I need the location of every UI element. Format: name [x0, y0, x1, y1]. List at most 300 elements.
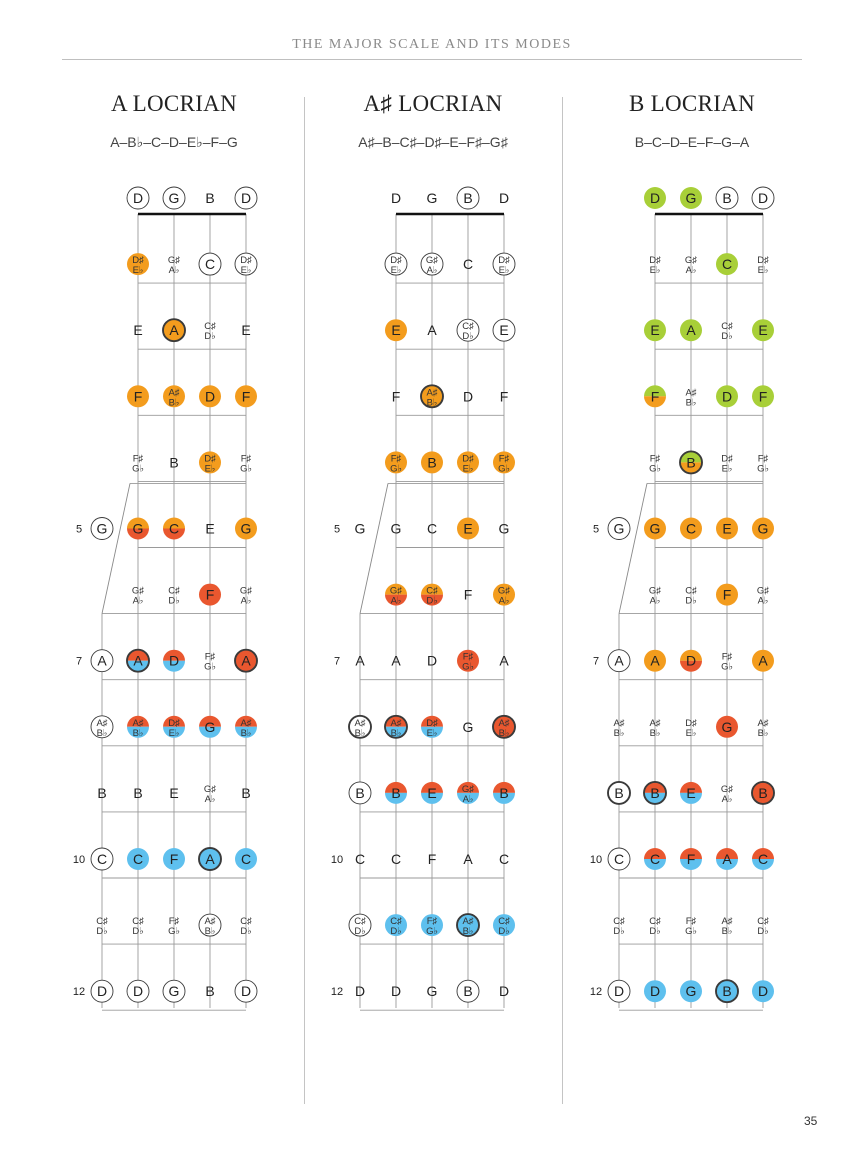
open-string-note: [205, 190, 214, 206]
fret-note: [385, 584, 407, 607]
note-label: F♯: [649, 453, 661, 465]
fifth-string-guide: [360, 483, 388, 613]
fret-note: [721, 453, 733, 474]
note-label: B: [650, 784, 660, 801]
note-label: C♯: [168, 585, 180, 597]
fret-note: [235, 518, 257, 540]
note-label: D♭: [498, 926, 510, 938]
note-label: F: [722, 586, 732, 603]
fret-note: [127, 848, 149, 870]
fret-note: [427, 983, 438, 999]
note-label: G♯: [461, 783, 475, 795]
fret-note: [385, 914, 407, 937]
note-label: F: [650, 388, 660, 405]
fret-note: [385, 253, 407, 276]
fret-note: [757, 586, 769, 607]
note-label: G♭: [240, 463, 252, 475]
note-label: A: [391, 652, 401, 669]
note-label: D♯: [426, 717, 438, 729]
note-label: B♭: [649, 727, 661, 739]
note-label: B♭: [462, 926, 474, 938]
note-label: D♭: [685, 595, 697, 607]
fret-note: [199, 584, 221, 606]
note-label: E♭: [721, 463, 733, 475]
fret-note: [169, 785, 178, 801]
note-label: A♭: [426, 265, 438, 277]
note-label: A♯: [96, 717, 108, 729]
fret-note: [499, 653, 509, 669]
note-label: B♭: [721, 926, 733, 938]
note-label: D♭: [426, 595, 438, 607]
note-label: D: [498, 190, 510, 206]
fret-note: [685, 718, 697, 739]
fret-note: [127, 980, 149, 1002]
note-label: B: [205, 983, 215, 1000]
note-label: G♯: [239, 585, 253, 597]
note-label: D♭: [721, 331, 733, 343]
fret-note: [680, 782, 702, 804]
open-string-note: [457, 187, 479, 209]
note-label: F: [686, 851, 696, 867]
fret-note: [644, 782, 666, 804]
fret-note: [421, 253, 443, 276]
note-label: B: [686, 454, 696, 471]
note-label: G♯: [497, 585, 511, 597]
note-label: A♯: [132, 717, 144, 729]
fifth-string-note: [91, 980, 113, 1002]
note-label: G: [132, 520, 144, 537]
note-label: G: [240, 520, 252, 537]
fret-note: [752, 980, 774, 1002]
note-label: A♯: [168, 387, 180, 399]
note-label: B♭: [685, 397, 697, 409]
fret-note: [127, 253, 149, 276]
note-label: A♭: [498, 595, 510, 607]
note-label: D: [685, 652, 697, 669]
open-string-note: [427, 190, 438, 206]
fret-note: [163, 385, 185, 408]
fret-note: [685, 916, 697, 937]
note-label: D: [96, 983, 108, 1000]
note-label: D: [498, 983, 510, 1000]
note-label: E♭: [132, 265, 144, 277]
note-label: C: [462, 256, 474, 273]
note-label: C: [613, 851, 625, 867]
note-label: A♯: [498, 717, 510, 729]
note-label: G: [204, 718, 216, 735]
note-label: G♯: [425, 255, 439, 267]
fret-note: [240, 586, 252, 607]
fret-note: [649, 718, 660, 739]
open-string-note: [235, 187, 257, 209]
note-label: A♭: [168, 265, 180, 277]
note-label: A♯: [721, 916, 733, 928]
note-label: C♯: [240, 916, 252, 928]
note-label: E♭: [426, 727, 438, 739]
fret-number: 12: [589, 986, 603, 999]
fret-note: [493, 914, 515, 937]
fifth-string-note: [608, 518, 630, 540]
note-label: B: [722, 190, 732, 206]
fret-note: [457, 980, 479, 1002]
note-label: D: [757, 190, 769, 206]
note-label: D♯: [132, 255, 144, 267]
note-label: G♯: [684, 255, 698, 267]
fret-note: [499, 851, 509, 867]
fret-note: [680, 319, 702, 341]
fretboard-diagram: [318, 0, 618, 1030]
note-label: A♭: [240, 595, 252, 607]
fret-note: [457, 914, 479, 937]
fret-note: [391, 851, 401, 867]
note-label: C: [354, 851, 366, 867]
fret-note: [644, 385, 666, 407]
note-label: G♭: [168, 926, 180, 938]
fret-note: [463, 256, 473, 272]
note-label: E♭: [757, 265, 769, 277]
note-label: B♭: [204, 926, 216, 938]
fret-note: [421, 385, 443, 408]
note-label: A: [686, 322, 696, 339]
fret-note: [428, 851, 437, 867]
fret-note: [644, 518, 666, 540]
fret-number: 10: [589, 854, 603, 866]
fret-note: [199, 848, 221, 870]
fret-note: [132, 916, 144, 937]
fret-note: [757, 916, 769, 937]
fret-note: [427, 653, 437, 669]
fret-note: [757, 718, 768, 739]
note-label: A: [241, 652, 251, 669]
note-label: G: [426, 190, 438, 206]
fretboard-diagram: [577, 0, 864, 1030]
fret-note: [752, 782, 774, 804]
note-label: C: [390, 851, 402, 867]
fret-note: [680, 650, 702, 672]
fifth-string-note: [97, 785, 106, 801]
note-label: D♭: [204, 331, 216, 343]
note-label: D: [649, 190, 661, 206]
note-label: C: [649, 851, 661, 867]
note-label: E: [722, 520, 732, 537]
note-label: C♯: [613, 916, 625, 928]
fret-note: [464, 587, 473, 603]
note-label: D♭: [390, 926, 402, 938]
note-label: B♭: [426, 397, 438, 409]
note-label: A♯: [204, 916, 216, 928]
fret-note: [752, 518, 774, 540]
note-label: G♭: [390, 463, 402, 475]
fret-note: [385, 716, 407, 739]
note-label: D♯: [649, 255, 661, 267]
panel-title: A LOCRIAN: [110, 91, 237, 116]
note-label: A♭: [757, 595, 769, 607]
fret-note: [391, 983, 401, 999]
note-label: F♯: [204, 651, 216, 663]
fret-note: [427, 521, 437, 537]
note-label: F: [463, 586, 473, 603]
note-label: D: [132, 190, 144, 206]
note-label: D: [390, 983, 402, 1000]
open-string-note: [644, 187, 666, 209]
fret-note: [644, 848, 666, 870]
fret-note: [493, 451, 515, 474]
fret-note: [421, 716, 443, 739]
note-label: D♯: [757, 255, 769, 267]
fret-note: [199, 914, 221, 937]
note-label: G: [168, 190, 180, 206]
note-label: A♯: [426, 387, 438, 399]
note-label: D♯: [721, 453, 733, 465]
note-label: E♭: [498, 265, 510, 277]
fret-note: [127, 650, 149, 672]
note-label: G♭: [498, 463, 510, 475]
fifth-string-note: [608, 848, 630, 870]
note-label: G: [462, 718, 474, 735]
fretboard-diagram: [60, 0, 360, 1030]
fret-note: [493, 716, 515, 739]
note-label: G♭: [426, 926, 438, 938]
fret-number: 5: [75, 523, 83, 536]
open-string-note: [752, 187, 774, 209]
note-label: C♯: [757, 916, 769, 928]
fret-note: [716, 253, 738, 275]
note-label: C♯: [685, 585, 697, 597]
note-label: G: [721, 718, 733, 735]
fifth-string-note: [91, 716, 113, 739]
note-label: B: [499, 784, 509, 801]
note-label: C: [132, 851, 144, 867]
note-label: D: [168, 652, 180, 669]
note-label: F♯: [132, 453, 144, 465]
note-label: B: [355, 784, 365, 801]
fret-note: [493, 584, 515, 607]
note-label: G♭: [685, 926, 697, 938]
fifth-string-guide: [619, 483, 647, 613]
note-label: B♭: [757, 727, 769, 739]
running-header: THE MAJOR SCALE AND ITS MODES: [292, 37, 572, 52]
fret-note: [721, 652, 733, 673]
fret-note: [493, 319, 515, 341]
note-label: A♭: [721, 793, 733, 805]
note-label: G: [685, 983, 697, 1000]
fret-note: [649, 916, 661, 937]
note-label: C♯: [649, 916, 661, 928]
fret-note: [680, 980, 702, 1002]
note-label: E: [499, 322, 509, 339]
fret-note: [205, 983, 214, 999]
note-label: D: [721, 388, 733, 405]
fret-note: [385, 451, 407, 474]
fret-note: [169, 454, 178, 470]
note-label: D: [240, 190, 252, 206]
fret-number: 12: [330, 986, 344, 999]
note-label: D♯: [498, 255, 510, 267]
fret-note: [168, 916, 180, 937]
note-label: A♯: [685, 387, 697, 399]
fret-note: [163, 650, 185, 672]
fret-note: [752, 848, 774, 870]
note-label: G♭: [462, 661, 474, 673]
note-label: E: [169, 784, 179, 801]
note-label: F: [758, 388, 768, 405]
note-label: D: [462, 388, 474, 405]
note-label: E: [133, 322, 143, 339]
fret-note: [235, 650, 257, 672]
note-label: B: [133, 784, 143, 801]
fret-note: [427, 322, 437, 338]
fret-note: [752, 319, 774, 341]
note-label: B♭: [132, 727, 144, 739]
fret-note: [757, 453, 769, 474]
fret-note: [163, 518, 185, 540]
note-label: G: [168, 983, 180, 1000]
fifth-string-guide: [102, 483, 130, 613]
note-label: D♭: [649, 926, 661, 938]
note-label: A♯: [757, 717, 769, 729]
note-label: E♭: [462, 463, 474, 475]
note-label: B♭: [240, 727, 252, 739]
fret-note: [163, 319, 185, 341]
note-label: A♯: [240, 717, 252, 729]
fret-note: [127, 716, 149, 739]
fret-note: [644, 650, 666, 672]
fret-note: [680, 518, 702, 540]
fret-note: [716, 848, 738, 870]
fret-note: [132, 586, 144, 607]
fret-note: [499, 521, 510, 537]
fifth-string-note: [608, 650, 630, 672]
note-label: B: [205, 190, 215, 206]
note-label: D♯: [390, 255, 402, 267]
note-label: G♯: [203, 783, 217, 795]
fret-note: [421, 914, 443, 937]
fret-note: [168, 586, 180, 607]
note-label: A: [133, 652, 143, 669]
note-label: F: [133, 388, 143, 405]
fret-note: [421, 584, 443, 607]
note-label: B: [463, 190, 473, 206]
note-label: D♭: [613, 926, 625, 938]
note-label: C♯: [498, 916, 510, 928]
fret-number: 12: [72, 986, 86, 999]
fifth-string-note: [91, 518, 113, 540]
note-label: A♭: [649, 595, 661, 607]
fret-number: 10: [72, 854, 86, 866]
fret-note: [421, 451, 443, 473]
open-string-note: [391, 190, 401, 206]
note-label: E♭: [240, 265, 252, 277]
fret-note: [240, 453, 252, 474]
note-label: C: [721, 256, 733, 273]
note-label: D♯: [204, 453, 216, 465]
fret-note: [391, 653, 401, 669]
note-label: D♭: [757, 926, 769, 938]
note-label: E♭: [204, 463, 216, 475]
note-label: C♯: [721, 321, 733, 333]
note-label: G♭: [757, 463, 769, 475]
note-label: D♭: [96, 926, 108, 938]
note-label: D: [649, 983, 661, 1000]
fret-note: [235, 253, 257, 276]
note-label: C♯: [390, 916, 402, 928]
note-label: B: [169, 454, 179, 471]
note-label: D♭: [354, 926, 366, 938]
fret-note: [168, 255, 180, 276]
fret-note: [421, 782, 443, 804]
fret-note: [204, 784, 216, 805]
note-label: C: [757, 851, 769, 867]
note-label: G: [757, 520, 769, 537]
fret-number: 10: [330, 854, 344, 866]
note-label: A♭: [390, 595, 402, 607]
fifth-string-note: [355, 983, 365, 999]
note-label: A♭: [685, 265, 697, 277]
panel-title: B LOCRIAN: [628, 91, 755, 116]
note-label: B♭: [390, 727, 402, 739]
note-label: G♯: [720, 783, 734, 795]
note-label: A: [97, 652, 107, 669]
note-label: D: [390, 190, 402, 206]
fret-note: [752, 650, 774, 672]
fret-number: 5: [333, 523, 341, 536]
fret-note: [385, 782, 407, 804]
fret-note: [199, 385, 221, 407]
note-label: B: [391, 784, 401, 801]
fret-note: [649, 255, 661, 276]
fret-number: 5: [592, 523, 600, 536]
note-label: G: [613, 520, 625, 537]
note-label: A: [355, 652, 365, 669]
note-label: C: [204, 256, 216, 273]
fret-note: [644, 319, 666, 341]
note-label: E: [391, 322, 401, 339]
note-label: D: [354, 983, 366, 1000]
note-label: A: [650, 652, 660, 669]
fret-number: 7: [333, 655, 341, 668]
note-label: A: [427, 322, 437, 339]
fret-note: [163, 980, 185, 1002]
fret-note: [199, 253, 221, 275]
fret-note: [163, 848, 185, 870]
fret-note: [457, 518, 479, 540]
fret-note: [716, 980, 738, 1002]
note-label: D: [613, 983, 625, 1000]
panel-title: A♯ LOCRIAN: [363, 91, 503, 116]
fret-note: [716, 385, 738, 407]
note-label: C: [498, 851, 510, 867]
fret-note: [235, 385, 257, 407]
fifth-string-note: [613, 718, 624, 739]
fret-note: [721, 321, 733, 342]
open-string-note: [499, 190, 509, 206]
fifth-string-note: [349, 716, 371, 739]
note-label: D: [426, 652, 438, 669]
fret-note: [685, 586, 697, 607]
open-string-note: [163, 187, 185, 209]
fret-note: [680, 451, 702, 473]
note-label: C♯: [426, 585, 438, 597]
note-label: F: [205, 586, 215, 603]
note-label: G♯: [648, 585, 662, 597]
note-label: E♭: [685, 727, 697, 739]
fret-note: [385, 319, 407, 341]
open-string-note: [716, 187, 738, 209]
note-label: G♯: [167, 255, 181, 267]
fret-note: [204, 321, 216, 342]
note-label: A: [722, 851, 732, 867]
note-label: A♭: [204, 793, 216, 805]
